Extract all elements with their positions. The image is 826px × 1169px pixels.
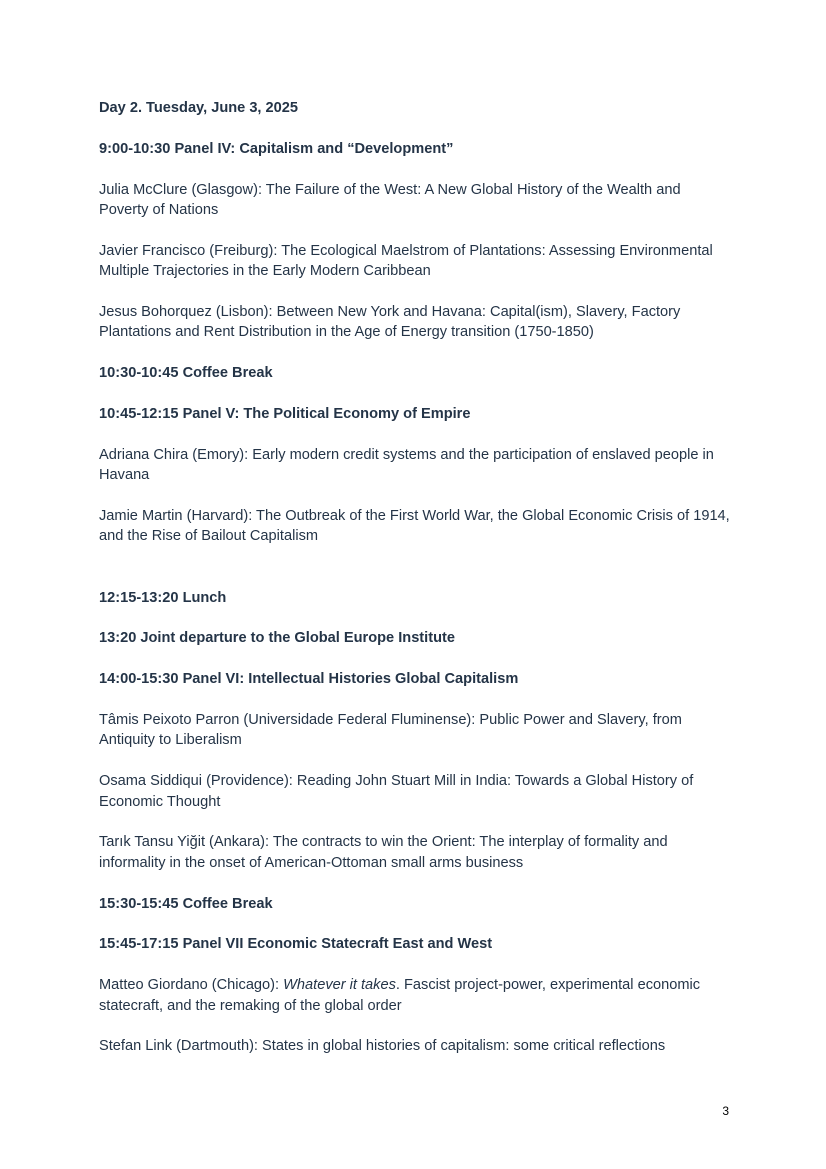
panel-7-talk-1 [99,975,731,1016]
panel-7-title: 15:45-17:15 Panel VII Economic Statecraft East and West [99,936,493,953]
panel-6-title: 14:00-15:30 Panel VI: Intellectual Histories Global Capitalism [99,671,519,688]
panel-5-title: 10:45-12:15 Panel V: The Political Economy of Empire [99,406,471,422]
panel-4-talk-1: Julia McClure (Glasgow): The Failure of the West: A New Global History of the Wealth and Poverty of Nations [99,181,681,218]
panel-7-talk-1-rest: . Fascist project-power, experimental economic statecraft, and the remaking of the global order [99,977,701,1014]
panel-7-talk-2: Stefan Link (Dartmouth): States in global histories of capitalism: some critical reflections [99,1038,666,1055]
coffee-break-1: 10:30-10:45 Coffee Break [99,365,273,382]
panel-4-title: 9:00-10:30 Panel IV: Capitalism and “Development” [99,140,454,157]
panel-4-talk-3: Jesus Bohorquez (Lisbon): Between New York and Havana: Capital(ism), Slavery, Factory Plantations and Rent Distribution in the Age of Energy transition (1750-1850) [99,304,681,341]
page-number: 3 [722,1104,729,1118]
panel-6-talk-2: Osama Siddiqui (Providence): Reading John Stuart Mill in India: Towards a Global History of Economic Thought [99,773,694,810]
coffee-break-2: 15:30-15:45 Coffee Break [99,895,273,912]
program-page [99,98,731,1057]
lunch: 12:15-13:20 Lunch [99,589,227,606]
panel-6-talk-3: Tarık Tansu Yiğit (Ankara): The contracts to win the Orient: The interplay of formality and informality in the onset of American-Ottoman small arms business [99,834,668,871]
panel-5-talk-2: Jamie Martin (Harvard): The Outbreak of the First World War, the Global Economic Crisis of 1914, and the Rise of Bailout Capitalism [99,508,730,545]
panel-5-talk-1: Adriana Chira (Emory): Early modern credit systems and the participation of enslaved people in Havana [99,446,714,484]
panel-7-talk-1-speaker: Matteo Giordano (Chicago): [99,977,284,994]
panel-6-talk-1: Tâmis Peixoto Parron (Universidade Federal Fluminense): Public Power and Slavery, from Antiquity to Liberalism [99,712,682,749]
day-heading: Day 2. Tuesday, June 3, 2025 [99,100,299,116]
joint-departure: 13:20 Joint departure to the Global Europe Institute [99,630,455,647]
panel-4-talk-2: Javier Francisco (Freiburg): The Ecological Maelstrom of Plantations: Assessing Environmental Multiple Trajectories in the Early Modern Caribbean [99,242,713,280]
panel-7-talk-1-italic-title: Whatever it takes [283,977,396,994]
